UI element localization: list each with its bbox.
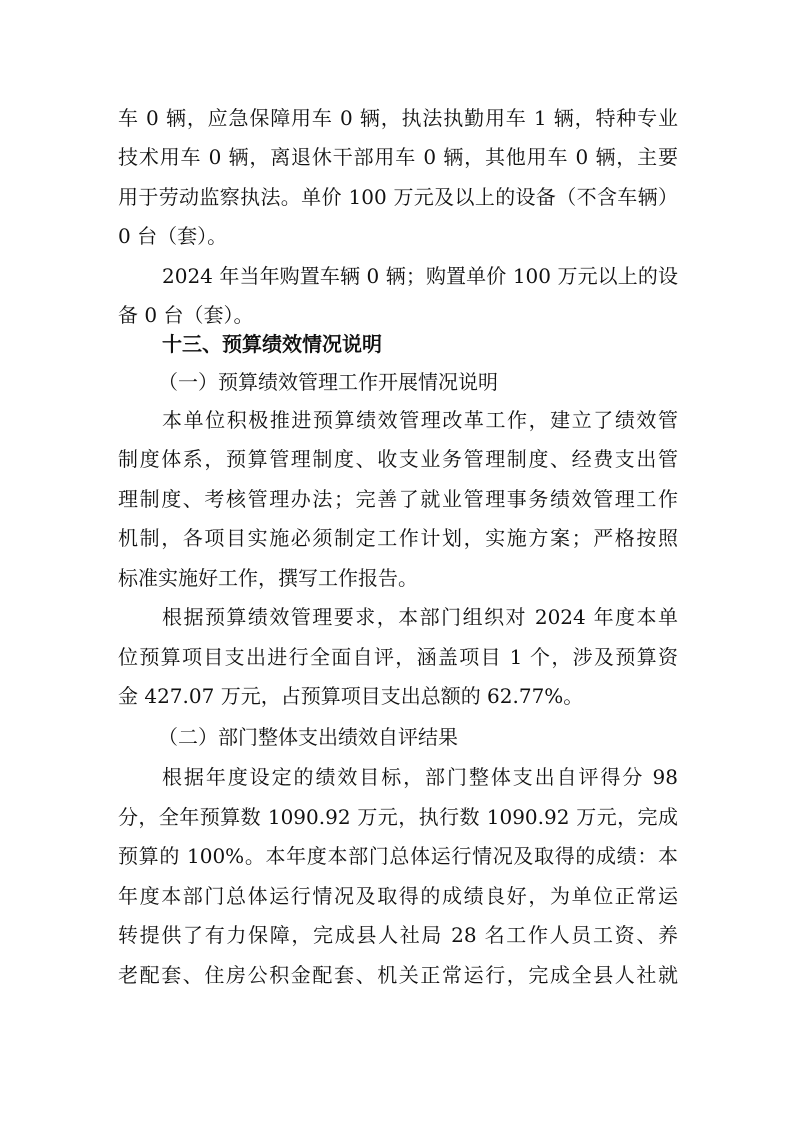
- text-line: 备 0 台（套）。: [118, 303, 254, 327]
- text-line: 2024 年当年购置车辆 0 辆；购置单价 100 万元以上的设: [162, 264, 678, 288]
- text-line: 标准实施好工作，撰写工作报告。: [118, 566, 418, 590]
- text-line: 金 427.07 万元，占预算项目支出总额的 62.77%。: [118, 684, 584, 708]
- section-heading: 十三、预算绩效情况说明: [162, 332, 382, 356]
- text-line: 0 台（套）。: [118, 224, 228, 248]
- text-line: 老配套、住房公积金配套、机关正常运行，完成全县人社就: [118, 963, 678, 987]
- text-line: 车 0 辆，应急保障用车 0 辆，执法执勤用车 1 辆，特种专业: [118, 106, 678, 130]
- text-line: 位预算项目支出进行全面自评，涵盖项目 1 个，涉及预算资: [118, 645, 678, 669]
- text-line: 预算的 100%。本年度本部门总体运行情况及取得的成绩：本: [118, 844, 678, 868]
- text-line: 用于劳动监察执法。单价 100 万元及以上的设备（不含车辆）: [118, 185, 678, 209]
- subsection-heading: （一）预算绩效管理工作开展情况说明: [158, 370, 498, 394]
- text-line: 本单位积极推进预算绩效管理改革工作，建立了绩效管: [162, 408, 678, 432]
- text-line: 年度本部门总体运行情况及取得的成绩良好，为单位正常运: [118, 884, 678, 908]
- text-line: 分，全年预算数 1090.92 万元，执行数 1090.92 万元，完成: [118, 805, 678, 829]
- text-line: 转提供了有力保障，完成县人社局 28 名工作人员工资、养: [118, 923, 678, 947]
- text-line: 根据预算绩效管理要求，本部门组织对 2024 年度本单: [162, 605, 678, 629]
- text-line: 制度体系，预算管理制度、收支业务管理制度、经费支出管: [118, 447, 678, 471]
- text-line: 理制度、考核管理办法；完善了就业管理事务绩效管理工作: [118, 487, 678, 511]
- text-line: 根据年度设定的绩效目标，部门整体支出自评得分 98: [162, 765, 678, 789]
- subsection-heading: （二）部门整体支出绩效自评结果: [158, 725, 458, 749]
- text-line: 机制，各项目实施必须制定工作计划，实施方案；严格按照: [118, 526, 678, 550]
- text-line: 技术用车 0 辆，离退休干部用车 0 辆，其他用车 0 辆，主要: [118, 145, 678, 169]
